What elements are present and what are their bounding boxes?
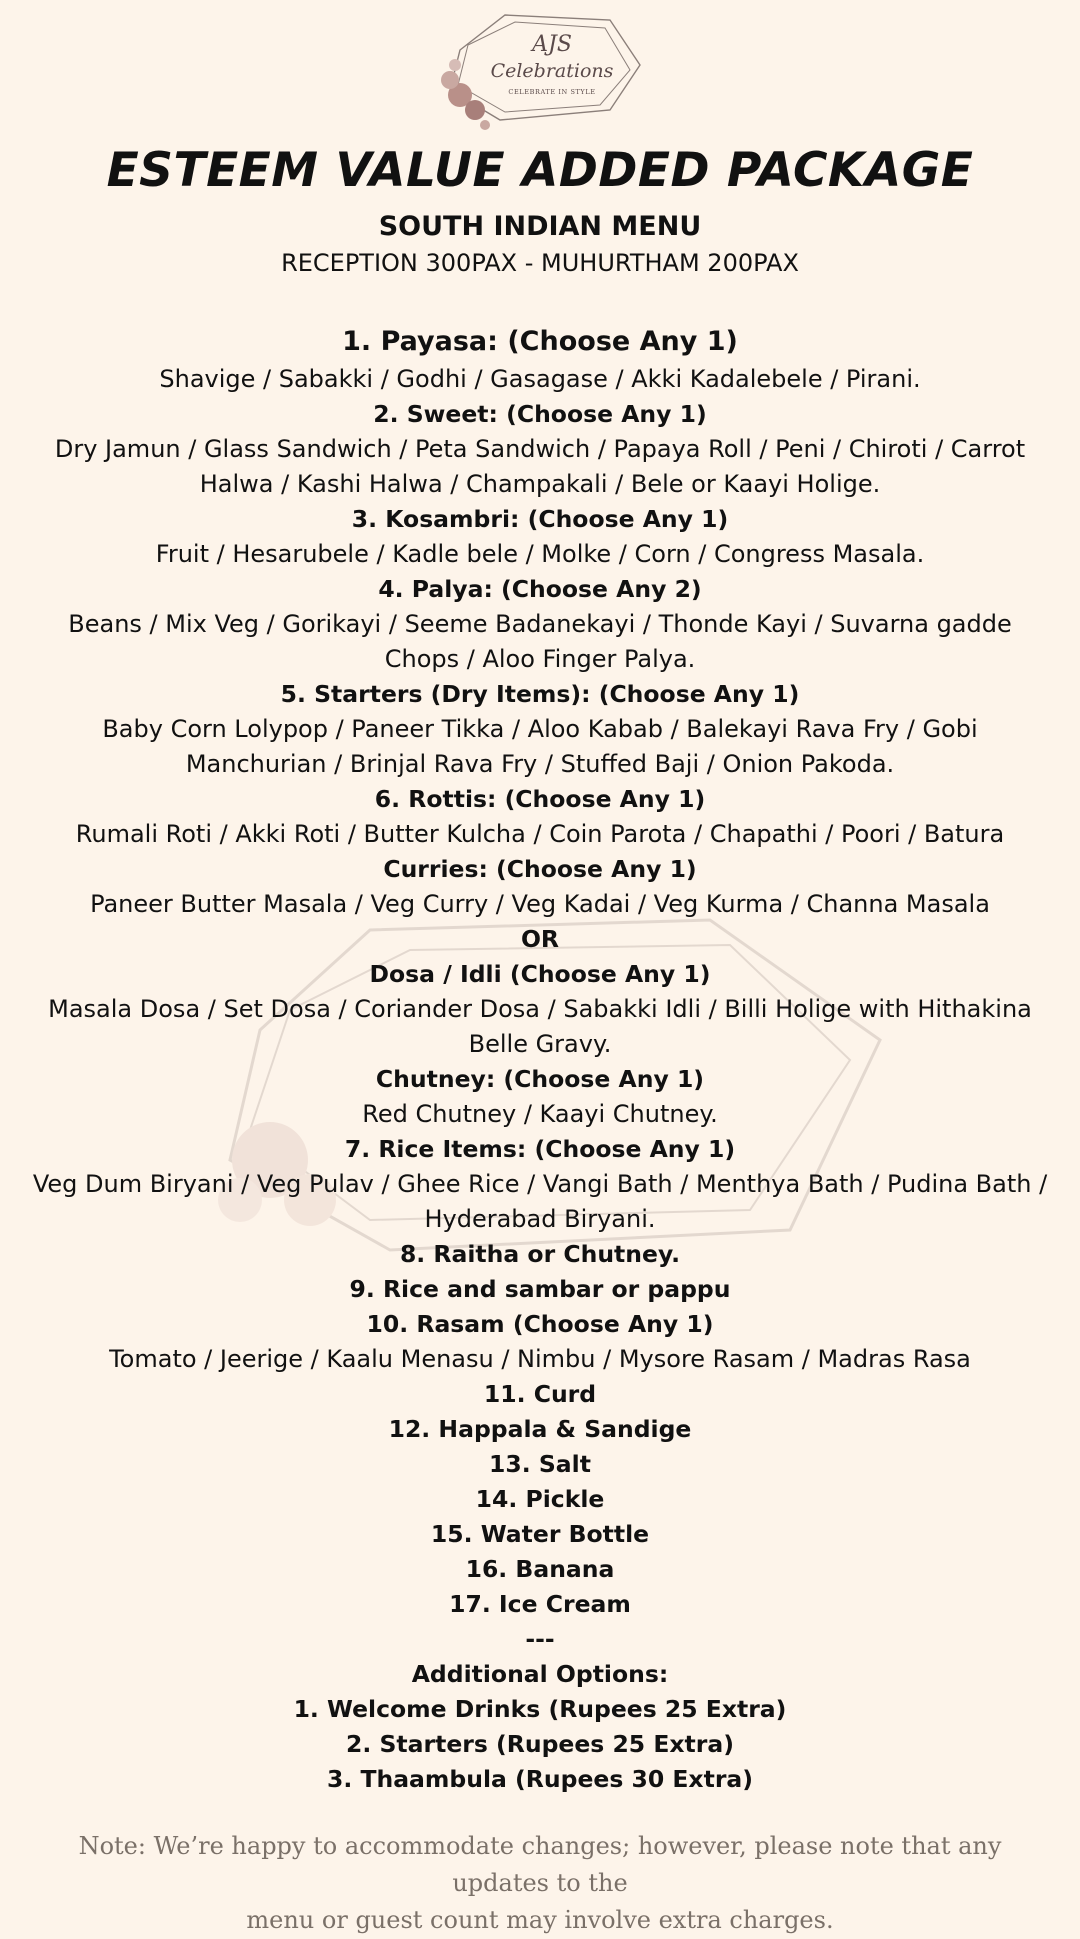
item-list-rottis: Rumali Roti / Akki Roti / Butter Kulcha / Coin Parota / Chapathi / Poori / Batura: [75, 820, 1005, 848]
item-list-dosa: Masala Dosa / Set Dosa / Coriander Dosa / Sabakki Idli / Billi Holige with Hithakina: [48, 995, 1032, 1023]
menu-item-salt: 13. Salt: [489, 1450, 591, 1478]
menu-item-sambar: 9. Rice and sambar or pappu: [349, 1275, 731, 1303]
brand-logo: [430, 10, 650, 135]
additional-option-2: 2. Starters (Rupees 25 Extra): [346, 1730, 734, 1758]
footer-note: [30, 1828, 1050, 1939]
menu-item-happala: 12. Happala & Sandige: [388, 1415, 692, 1443]
section-heading-rasam: 10. Rasam (Choose Any 1): [366, 1310, 714, 1338]
item-list-rice-cont: Hyderabad Biryani.: [424, 1205, 656, 1233]
guest-count: RECEPTION 300PAX - MUHURTHAM 200PAX: [281, 249, 799, 277]
section-heading-additional: Additional Options:: [411, 1660, 669, 1688]
item-list-dosa-cont: Belle Gravy.: [468, 1030, 612, 1058]
menu-subtitle: SOUTH INDIAN MENU: [378, 211, 702, 242]
logo-tagline: CELEBRATE IN STYLE: [508, 88, 596, 96]
section-heading-rottis: 6. Rottis: (Choose Any 1): [374, 785, 706, 813]
item-list-payasa: Shavige / Sabakki / Godhi / Gasagase / Akki Kadalebele / Pirani.: [159, 365, 921, 393]
package-title: ESTEEM VALUE ADDED PACKAGE: [106, 143, 974, 198]
menu-list: [30, 322, 1050, 1797]
footer-note-line-1: Note: We’re happy to accommodate changes; however, please note that any updates to the: [78, 1832, 1002, 1897]
item-list-curries: Paneer Butter Masala / Veg Curry / Veg Kadai / Veg Kurma / Channa Masala: [90, 890, 990, 918]
menu-item-icecream: 17. Ice Cream: [449, 1590, 631, 1618]
menu-item-banana: 16. Banana: [465, 1555, 615, 1583]
menu-item-water: 15. Water Bottle: [430, 1520, 650, 1548]
item-list-starters: Baby Corn Lolypop / Paneer Tikka / Aloo Kabab / Balekayi Rava Fry / Gobi: [102, 715, 978, 743]
item-list-chutney: Red Chutney / Kaayi Chutney.: [362, 1100, 718, 1128]
item-list-rice: Veg Dum Biryani / Veg Pulav / Ghee Rice / Vangi Bath / Menthya Bath / Pudina Bath /: [32, 1170, 1048, 1198]
item-list-palya-cont: Chops / Aloo Finger Palya.: [384, 645, 696, 673]
separator: ---: [525, 1625, 555, 1653]
logo-subtitle: Celebrations: [490, 60, 614, 82]
section-heading-payasa: 1. Payasa: (Choose Any 1): [342, 326, 738, 357]
menu-item-pickle: 14. Pickle: [475, 1485, 605, 1513]
item-list-kosambri: Fruit / Hesarubele / Kadle bele / Molke / Corn / Congress Masala.: [155, 540, 925, 568]
item-list-sweet: Dry Jamun / Glass Sandwich / Peta Sandwich / Papaya Roll / Peni / Chiroti / Carrot: [54, 435, 1026, 463]
item-list-palya: Beans / Mix Veg / Gorikayi / Seeme Badanekayi / Thonde Kayi / Suvarna gadde: [68, 610, 1012, 638]
section-heading-chutney: Chutney: (Choose Any 1): [375, 1065, 705, 1093]
section-heading-sweet: 2. Sweet: (Choose Any 1): [373, 400, 707, 428]
section-heading-dosa: Dosa / Idli (Choose Any 1): [369, 960, 711, 988]
footer-note-line-2: menu or guest count may involve extra charges.: [246, 1906, 834, 1934]
logo-name: AJS: [532, 32, 572, 57]
item-list-rasam: Tomato / Jeerige / Kaalu Menasu / Nimbu / Mysore Rasam / Madras Rasa: [109, 1345, 971, 1373]
additional-option-3: 3. Thaambula (Rupees 30 Extra): [326, 1765, 754, 1793]
section-heading-curries: Curries: (Choose Any 1): [383, 855, 697, 883]
additional-option-1: 1. Welcome Drinks (Rupees 25 Extra): [293, 1695, 787, 1723]
section-heading-palya: 4. Palya: (Choose Any 2): [378, 575, 702, 603]
item-list-starters-cont: Manchurian / Brinjal Rava Fry / Stuffed Baji / Onion Pakoda.: [185, 750, 895, 778]
section-heading-starters: 5. Starters (Dry Items): (Choose Any 1): [280, 680, 800, 708]
or-divider: OR: [520, 925, 560, 953]
item-list-sweet-cont: Halwa / Kashi Halwa / Champakali / Bele or Kaayi Holige.: [199, 470, 881, 498]
section-heading-kosambri: 3. Kosambri: (Choose Any 1): [351, 505, 729, 533]
menu-item-raitha: 8. Raitha or Chutney.: [399, 1240, 681, 1268]
menu-item-curd: 11. Curd: [483, 1380, 597, 1408]
section-heading-rice: 7. Rice Items: (Choose Any 1): [344, 1135, 736, 1163]
